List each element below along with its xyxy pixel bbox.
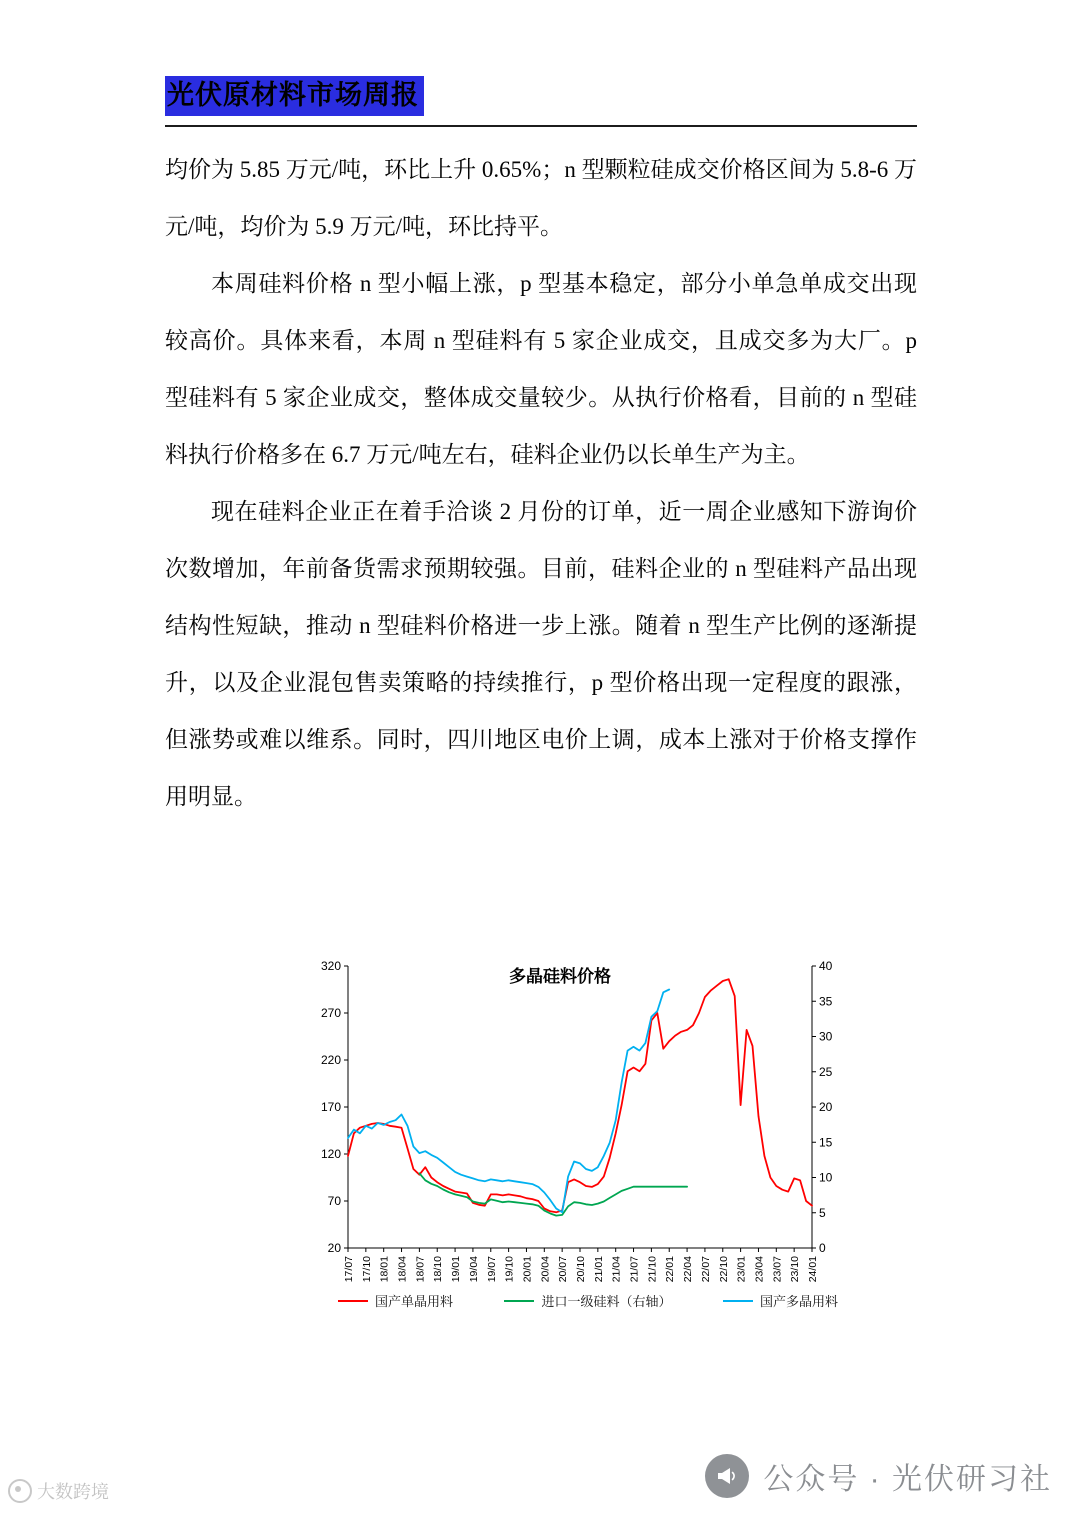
svg-text:18/10: 18/10	[432, 1256, 445, 1283]
svg-text:70: 70	[327, 1194, 341, 1208]
svg-text:30: 30	[819, 1029, 833, 1044]
legend-line-swatch	[504, 1300, 534, 1302]
svg-text:20/07: 20/07	[557, 1256, 570, 1283]
svg-text:18/07: 18/07	[414, 1256, 427, 1283]
legend-line-swatch	[338, 1300, 368, 1302]
svg-text:22/10: 22/10	[717, 1256, 730, 1283]
legend-item-domestic-multi-grade	[723, 1291, 838, 1310]
svg-text:10: 10	[819, 1170, 833, 1185]
report-header	[165, 76, 917, 127]
legend-item-imported-grade-one	[504, 1291, 671, 1310]
report-content	[165, 76, 917, 825]
svg-text:22/04: 22/04	[682, 1256, 695, 1283]
watermark	[8, 1478, 109, 1504]
svg-text:18/04: 18/04	[396, 1256, 409, 1283]
svg-text:15: 15	[819, 1135, 833, 1150]
svg-text:17/10: 17/10	[360, 1256, 373, 1283]
chart-title: 多晶硅料价格	[509, 967, 611, 986]
svg-text:21/10: 21/10	[646, 1256, 659, 1283]
svg-text:22/01: 22/01	[664, 1256, 677, 1283]
svg-text:24/01: 24/01	[807, 1256, 819, 1283]
svg-text:17/07: 17/07	[343, 1256, 355, 1283]
svg-text:23/10: 23/10	[789, 1256, 802, 1283]
svg-text:35: 35	[819, 994, 833, 1009]
svg-text:20: 20	[327, 1241, 341, 1255]
svg-text:21/07: 21/07	[628, 1256, 641, 1283]
chart-canvas	[312, 952, 852, 1284]
legend-label: 进口一级硅料（右轴）	[541, 1294, 672, 1309]
svg-text:25: 25	[819, 1064, 833, 1079]
svg-text:21/01: 21/01	[592, 1256, 605, 1283]
polysilicon-price-chart	[312, 952, 852, 1310]
svg-text:120: 120	[320, 1147, 341, 1161]
svg-text:22/07: 22/07	[699, 1256, 712, 1283]
megaphone-icon	[705, 1454, 749, 1498]
series-line-domestic-mono-grade	[348, 979, 812, 1212]
svg-text:18/01: 18/01	[378, 1256, 391, 1283]
chart-legend	[312, 1289, 852, 1310]
official-account-footer	[705, 1454, 1052, 1498]
page-title: 光伏原材料市场周报	[165, 76, 424, 116]
svg-text:220: 220	[320, 1053, 341, 1067]
svg-text:23/07: 23/07	[771, 1256, 784, 1283]
legend-label: 国产多晶用料	[759, 1294, 838, 1309]
series-line-imported-grade-one	[419, 1173, 687, 1215]
legend-line-swatch	[723, 1300, 753, 1302]
series-line-domestic-multi-grade	[348, 990, 669, 1213]
paragraph-continuation: 均价为 5.85 万元/吨，环比上升 0.65%；n 型颗粒硅成交价格区间为 5.8-6 万元/吨，均价为 5.9 万元/吨，环比持平。	[165, 157, 917, 239]
svg-text:20/04: 20/04	[539, 1256, 552, 1283]
svg-text:40: 40	[819, 959, 833, 973]
svg-text:19/04: 19/04	[467, 1256, 480, 1283]
svg-text:5: 5	[819, 1205, 826, 1220]
svg-text:270: 270	[320, 1006, 341, 1020]
svg-text:19/07: 19/07	[485, 1256, 498, 1283]
svg-text:20/10: 20/10	[575, 1256, 587, 1283]
svg-text:320: 320	[320, 959, 341, 973]
svg-text:23/01: 23/01	[735, 1256, 748, 1283]
svg-text:20/01: 20/01	[521, 1256, 534, 1283]
svg-text:21/04: 21/04	[610, 1256, 623, 1283]
chart-tick-labels	[321, 959, 833, 1282]
legend-label: 国产单晶用料	[375, 1294, 454, 1309]
svg-text:170: 170	[320, 1100, 341, 1114]
speaker-glyph	[715, 1464, 739, 1488]
svg-text:0: 0	[819, 1241, 826, 1255]
official-account-label: 公众号 · 光伏研习社	[763, 1463, 1052, 1496]
svg-text:23/04: 23/04	[753, 1256, 766, 1283]
watermark-text: 大数跨境	[37, 1482, 109, 1502]
paragraph-outlook: 现在硅料企业正在着手洽谈 2 月份的订单，近一周企业感知下游询价次数增加，年前备货需求预期较强。目前，硅料企业的 n 型硅料产品出现结构性短缺，推动 n 型硅料价格进一步上涨。随着 n 型生产比例的逐渐提升，以及企业混包售卖策略的持续推行，p 型价格出现一定程度的跟涨，但涨势或难以维系。同时，四川地区电价上调，成本上涨对于价格支撑作用明显。	[165, 499, 917, 809]
svg-text:20: 20	[819, 1100, 833, 1114]
article-body	[165, 141, 917, 825]
paragraph-week-summary: 本周硅料价格 n 型小幅上涨，p 型基本稳定，部分小单急单成交出现较高价。具体来看，本周 n 型硅料有 5 家企业成交，且成交多为大厂。p 型硅料有 5 家企业成交，整体成交量较少。从执行价格看，目前的 n 型硅料执行价格多在 6.7 万元/吨左右，硅料企业仍以长单生产为主。	[165, 271, 917, 467]
watermark-icon	[8, 1479, 32, 1503]
svg-text:19/01: 19/01	[450, 1256, 463, 1283]
chart-axes	[344, 966, 816, 1252]
svg-text:19/10: 19/10	[503, 1256, 516, 1283]
legend-item-domestic-mono-grade	[338, 1291, 453, 1310]
